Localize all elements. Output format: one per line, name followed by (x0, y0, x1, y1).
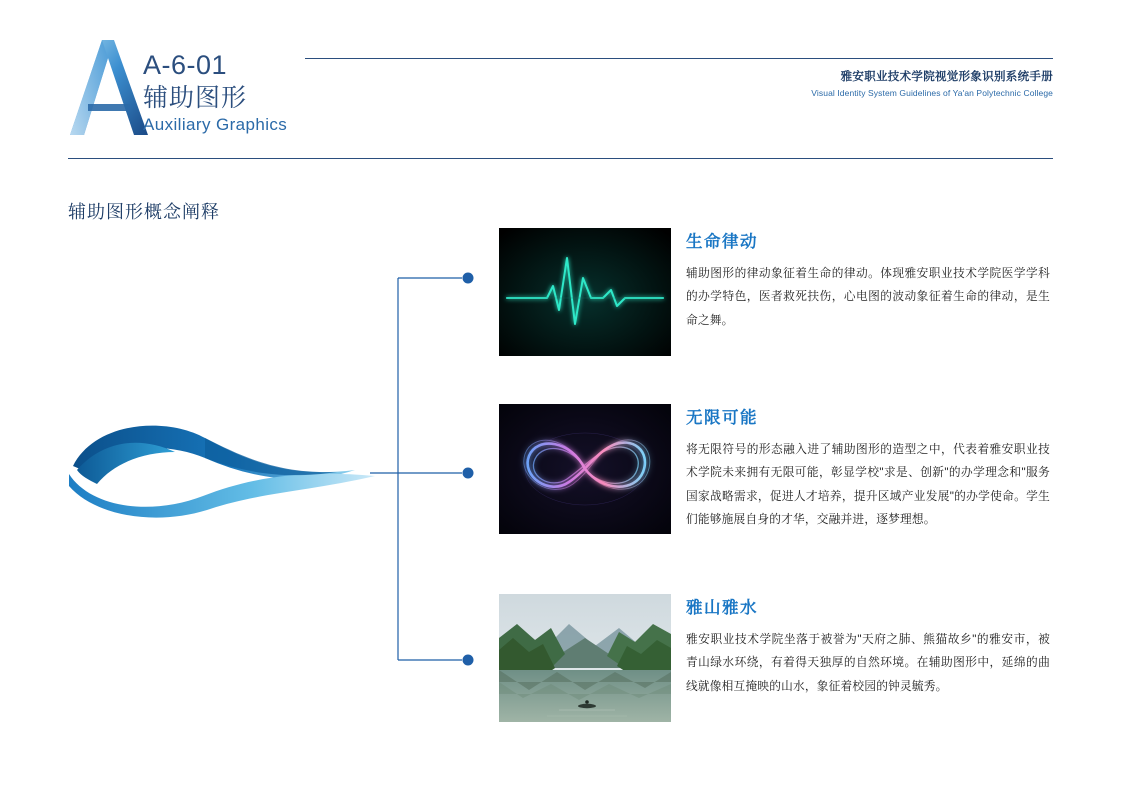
concept-title-life-rhythm: 生命律动 (686, 233, 758, 251)
header-manual-title (811, 68, 1053, 98)
page-header (0, 0, 1121, 160)
auxiliary-ribbon-graphic (55, 400, 395, 540)
section-title: 辅助图形概念阐释 (68, 202, 220, 222)
mountain-river-thumbnail (499, 594, 671, 722)
header-divider-bottom (68, 158, 1053, 159)
concept-title-infinite-possibility: 无限可能 (686, 409, 758, 427)
concept-body-yashan-yashui: 雅安职业技术学院坐落于被誉为"天府之肺、熊猫故乡"的雅安市，被青山绿水环绕，有着得天独厚的自然环境。在辅助图形中，延绵的曲线就像相互掩映的山水，象征着校园的钟灵毓秀。 (686, 633, 1050, 693)
page-code-cn: 辅助图形 (143, 83, 248, 112)
page-code-number: A-6-01 (143, 50, 228, 80)
concept-body-infinite-possibility: 将无限符号的形态融入进了辅助图形的造型之中，代表着雅安职业技术学院未来拥有无限可能，彰显学校"求是、创新"的办学理念和"服务国家战略需求，促进人才培养，提升区域产业发展"的办学使命。学生们能够施展自身的才华，交融并进，逐梦理想。 (686, 443, 1050, 527)
infinity-light-thumbnail (499, 404, 671, 534)
concept-body-life-rhythm: 辅助图形的律动象征着生命的律动。体现雅安职业技术学院医学学科的办学特色，医者救死扶伤，心电图的波动象征着生命的律动，是生命之舞。 (686, 267, 1050, 327)
ecg-waveform-thumbnail (499, 228, 671, 356)
page-code-en: Auxiliary Graphics (143, 115, 288, 135)
header-divider-top (305, 58, 1053, 59)
page-code-block (143, 50, 287, 135)
concept-text-infinite-possibility (686, 404, 1050, 532)
concept-text-life-rhythm (686, 228, 1050, 332)
concept-text-yashan-yashui (686, 594, 1050, 698)
concept-title-yashan-yashui: 雅山雅水 (686, 599, 758, 617)
manual-title-cn: 雅安职业技术学院视觉形象识别系统手册 (840, 71, 1053, 83)
manual-title-en: Visual Identity System Guidelines of Ya'an Polytechnic College (811, 88, 1053, 98)
logo-letter-a-icon (68, 40, 148, 135)
